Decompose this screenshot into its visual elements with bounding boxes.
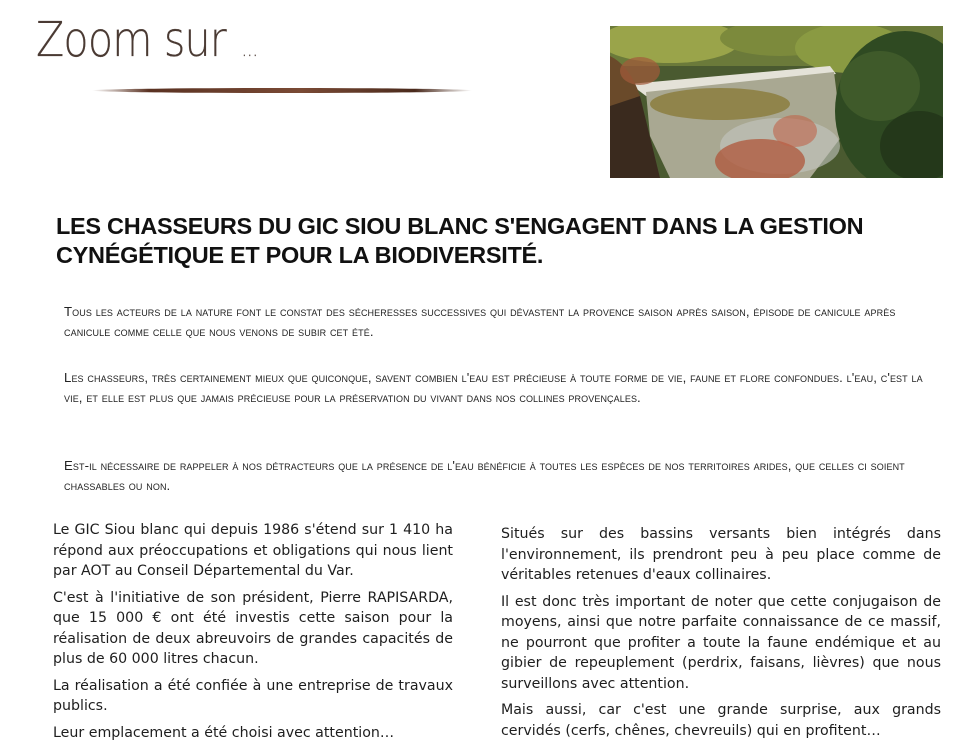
intro-paragraph-3: Est-il nécessaire de rappeler à nos détracteurs que la présence de l'eau bénéficie à toutes les espèces de nos territoires arides, que celles ci soient chassables ou non. bbox=[64, 458, 905, 493]
article-headline: LES CHASSEURS DU GIC SIOU BLANC S'ENGAGENT DANS LA GESTION CYNÉGÉTIQUE ET POUR LA BIODIVERSITÉ. bbox=[56, 213, 864, 268]
body-paragraph: C'est à l'initiative de son président, Pierre RAPISARDA, que 15 000 € ont été investis cette saison pour la réalisation de deux abreuvoirs de grandes capacités de plus de 60 000 litres chacun. bbox=[53, 589, 453, 667]
body-paragraph: Mais aussi, car c'est une grande surprise, aux grands cervidés (cerfs, chênes, chevreuils) qui en profitent… bbox=[501, 702, 941, 739]
body-paragraph: Leur emplacement a été choisi avec attention… bbox=[53, 724, 395, 741]
intro-paragraph-1: Tous les acteurs de la nature font le constat des sécheresses successives qui dévastent la provence saison après saison, épisode de canicule après canicule comme celle que nous venons de subir cet été. bbox=[64, 304, 896, 339]
body-paragraph: Situés sur des bassins versants bien intégrés dans l'environnement, ils prendront peu à peu place comme de véritables retenues d'eaux collinaires. bbox=[501, 526, 941, 583]
reservoir-photo bbox=[610, 26, 943, 178]
kicker-text: Zoom sur bbox=[36, 12, 226, 68]
article-column-right bbox=[501, 524, 941, 747]
body-paragraph: Il est donc très important de noter que cette conjugaison de moyens, ainsi que notre parfaite connaissance de ce massif, ne pourront que profiter a toute la faune endémique et au gibier de repeuplement (perdrix, faisans, lièvres) que nous surveillons avec attention. bbox=[501, 593, 941, 692]
article-column-left bbox=[53, 520, 453, 749]
decorative-swash-divider bbox=[92, 88, 472, 93]
intro-paragraph-2: Les chasseurs, très certainement mieux que quiconque, savent combien l'eau est précieuse à toute forme de vie, faune et flore confondues. l'eau, c'est la vie, et elle est plus que jamais précieuse pour la préservation du vivant dans nos collines provençales. bbox=[64, 370, 923, 405]
section-kicker bbox=[36, 12, 258, 68]
body-paragraph: Le GIC Siou blanc qui depuis 1986 s'étend sur 1 410 ha répond aux préoccupations et obligations qui nous lient par AOT au Conseil Départemental du Var. bbox=[53, 522, 453, 579]
kicker-dots: ... bbox=[241, 37, 259, 61]
reservoir-photo-image bbox=[610, 26, 943, 178]
body-paragraph: La réalisation a été confiée à une entreprise de travaux publics. bbox=[53, 677, 453, 714]
